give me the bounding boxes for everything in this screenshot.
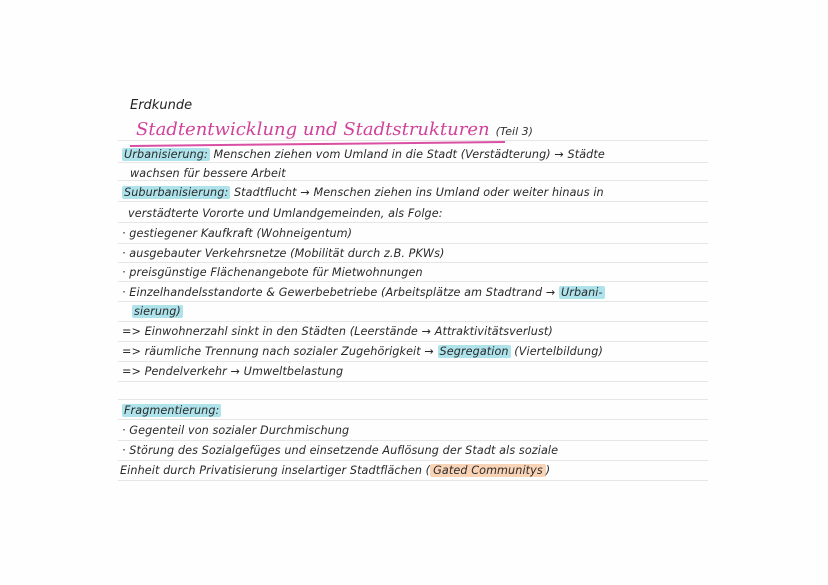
ruled-line — [118, 460, 708, 461]
consequence-line: => Pendelverkehr → Umweltbelastung — [122, 365, 344, 378]
fragmentierung-heading — [122, 404, 221, 417]
consequence-line: => Einwohnerzahl sinkt in den Städten (Leerstände → Attraktivitätsverlust) — [122, 325, 553, 338]
ruled-line — [118, 281, 708, 282]
consequence-2-pre: => räumliche Trennung nach sozialer Zugehörigkeit → — [122, 345, 434, 358]
suburbanisierung-bullet — [122, 286, 605, 299]
consequence-2-post: (Viertelbildung) — [514, 345, 603, 358]
bullet-4-term-b: sierung) — [134, 305, 181, 318]
ruled-line — [118, 222, 708, 223]
ruled-line — [118, 262, 708, 263]
suburbanisierung-line-1 — [122, 186, 604, 199]
ruled-line — [118, 321, 708, 322]
segregation-term: Segregation — [439, 345, 509, 358]
title-underline — [130, 141, 505, 147]
fragmentierung-line-3 — [120, 464, 550, 477]
ruled-line — [118, 243, 708, 244]
urbanisierung-line-2: wachsen für bessere Arbeit — [130, 167, 286, 180]
urbanisierung-term: Urbanisierung: — [124, 148, 208, 161]
ruled-line — [118, 341, 708, 342]
suburbanisierung-text-1: Stadtflucht → Menschen ziehen ins Umland oder weiter hinaus in — [233, 186, 604, 199]
ruled-line — [118, 201, 708, 202]
urbanisierung-line-1 — [122, 148, 605, 161]
ruled-line — [118, 162, 708, 163]
title-text: Stadtentwicklung und Stadtstrukturen — [136, 119, 490, 140]
fragmentierung-bullet: · Störung des Sozialgefüges und einsetzende Auflösung der Stadt als soziale — [122, 444, 559, 457]
bullet-4-term-a: Urbani- — [560, 286, 603, 299]
suburbanisierung-bullet: · ausgebauter Verkehrsnetze (Mobilität durch z.B. PKWs) — [122, 247, 445, 260]
suburbanisierung-bullet: · preisgünstige Flächenangebote für Mietwohnungen — [122, 266, 423, 279]
ruled-line — [118, 440, 708, 441]
fragmentierung-term: Fragmentierung: — [124, 404, 220, 417]
ruled-line — [118, 180, 708, 181]
bullet-4-text: · Einzelhandelsstandorte & Gewerbebetriebe (Arbeitsplätze am Stadtrand → — [122, 286, 556, 299]
ruled-line — [118, 399, 708, 400]
fragmentierung-bullet: · Gegenteil von sozialer Durchmischung — [122, 424, 350, 437]
suburbanisierung-line-2: verstädterte Vororte und Umlandgemeinden, als Folge: — [128, 207, 443, 220]
urbanisierung-text-1: Menschen ziehen vom Umland in die Stadt (Verstädterung) → Städte — [213, 148, 605, 161]
subject-heading: Erdkunde — [130, 98, 193, 113]
fragmentierung-line-3-post: ) — [545, 464, 551, 477]
ruled-line — [118, 419, 708, 420]
gated-communitys-term: Gated Communitys — [430, 464, 546, 477]
suburbanisierung-term: Suburbanisierung: — [124, 186, 229, 199]
ruled-line — [118, 480, 708, 481]
title-part: (Teil 3) — [495, 125, 533, 138]
consequence-line — [122, 345, 603, 358]
ruled-line — [118, 301, 708, 302]
bullet-4-continuation — [132, 305, 183, 318]
page-title — [136, 119, 533, 140]
ruled-line — [118, 381, 708, 382]
fragmentierung-line-3-pre: Einheit durch Privatisierung inselartiger Stadtflächen ( — [120, 464, 431, 477]
ruled-line — [118, 140, 708, 141]
suburbanisierung-bullet: · gestiegener Kaufkraft (Wohneigentum) — [122, 227, 353, 240]
ruled-line — [118, 361, 708, 362]
